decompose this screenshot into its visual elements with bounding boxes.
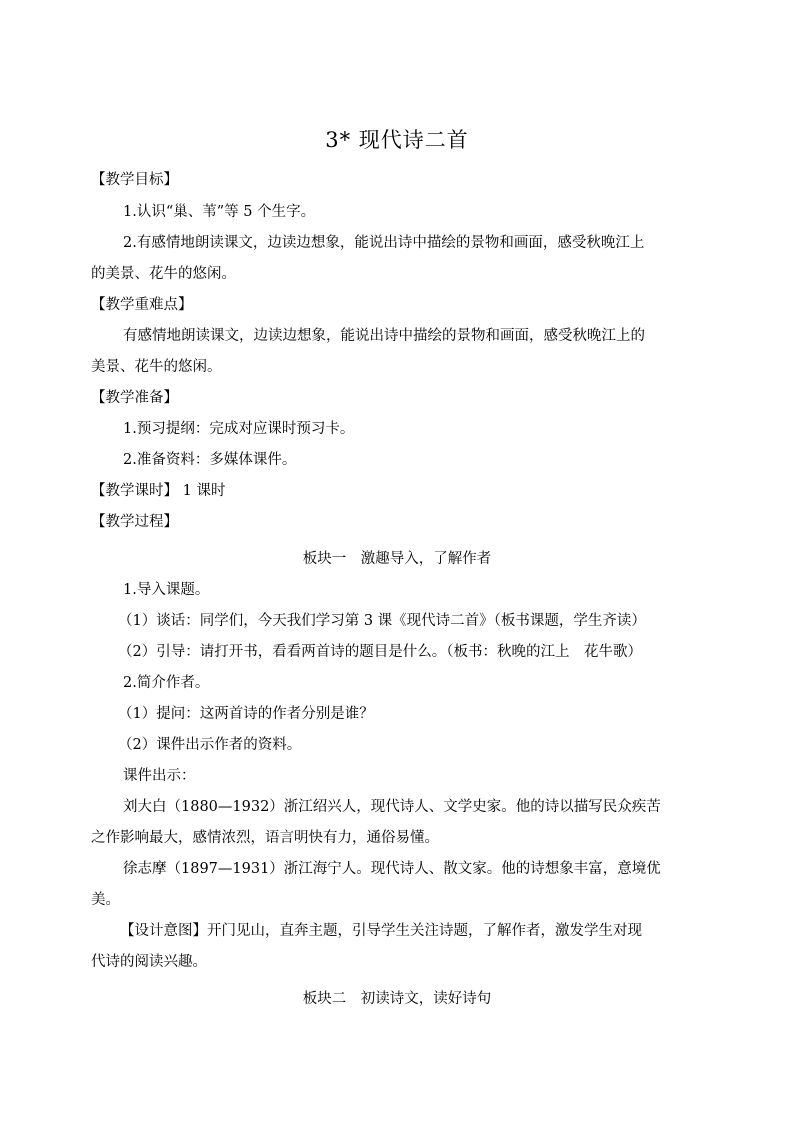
paragraph-author-liu-cont: 之作影响最大，感情浓烈，语言明快有力，通俗易懂。 — [91, 830, 439, 846]
paragraph-author-xu-cont: 美。 — [91, 892, 120, 908]
paragraph-objective-1: 1.认识“巢、苇”等 5 个生字。 — [123, 204, 316, 220]
paragraph-step-2: 2.简介作者。 — [123, 675, 210, 691]
paragraph-objective-2-cont: 的美景、花牛的悠闲。 — [91, 266, 236, 282]
section-heading-periods: 【教学课时】 1 课时 — [91, 483, 226, 499]
paragraph-step-1-2: （2）引导：请打开书，看看两首诗的题目是什么。（板书：秋晚的江上 花牛歌） — [118, 644, 642, 660]
paragraph-step-2-2: （2）课件出示作者的资料。 — [118, 737, 302, 753]
block-heading-2: 板块二 初读诗文，读好诗句 — [302, 991, 492, 1007]
section-heading-process: 【教学过程】 — [91, 514, 178, 530]
page-title: 3* 现代诗二首 — [325, 128, 469, 152]
paragraph-step-1: 1.导入课题。 — [123, 582, 210, 598]
paragraph-objective-2: 2.有感情地朗读课文，边读边想象，能说出诗中描绘的景物和画面，感受秋晚江上 — [123, 235, 645, 251]
section-heading-key-points: 【教学重难点】 — [91, 297, 193, 313]
paragraph-preparation-2: 2.准备资料：多媒体课件。 — [123, 452, 297, 468]
section-heading-preparation: 【教学准备】 — [91, 390, 178, 406]
paragraph-step-1-1: （1）谈话：同学们，今天我们学习第 3 课《现代诗二首》（板书课题，学生齐读） — [118, 613, 646, 629]
paragraph-preparation-1: 1.预习提纲：完成对应课时预习卡。 — [123, 421, 355, 437]
paragraph-design-intent-cont: 代诗的阅读兴趣。 — [91, 954, 207, 970]
paragraph-key-points-cont: 美景、花牛的悠闲。 — [91, 359, 222, 375]
paragraph-author-liu: 刘大白（1880—1932）浙江绍兴人，现代诗人、文学史家。他的诗以描写民众疾苦 — [123, 799, 661, 815]
paragraph-author-xu: 徐志摩（1897—1931）浙江海宁人。现代诗人、散文家。他的诗想象丰富，意境优 — [123, 861, 661, 877]
paragraph-step-2-1: （1）提问：这两首诗的作者分别是谁？ — [118, 706, 374, 722]
paragraph-key-points: 有感情地朗读课文，边读边想象，能说出诗中描绘的景物和画面，感受秋晚江上的 — [123, 328, 645, 344]
block-heading-1: 板块一 激趣导入，了解作者 — [302, 551, 492, 567]
paragraph-courseware: 课件出示： — [123, 768, 196, 784]
paragraph-design-intent: 【设计意图】开门见山，直奔主题，引导学生关注诗题，了解作者，激发学生对现 — [120, 923, 642, 939]
section-heading-objectives: 【教学目标】 — [91, 172, 178, 188]
